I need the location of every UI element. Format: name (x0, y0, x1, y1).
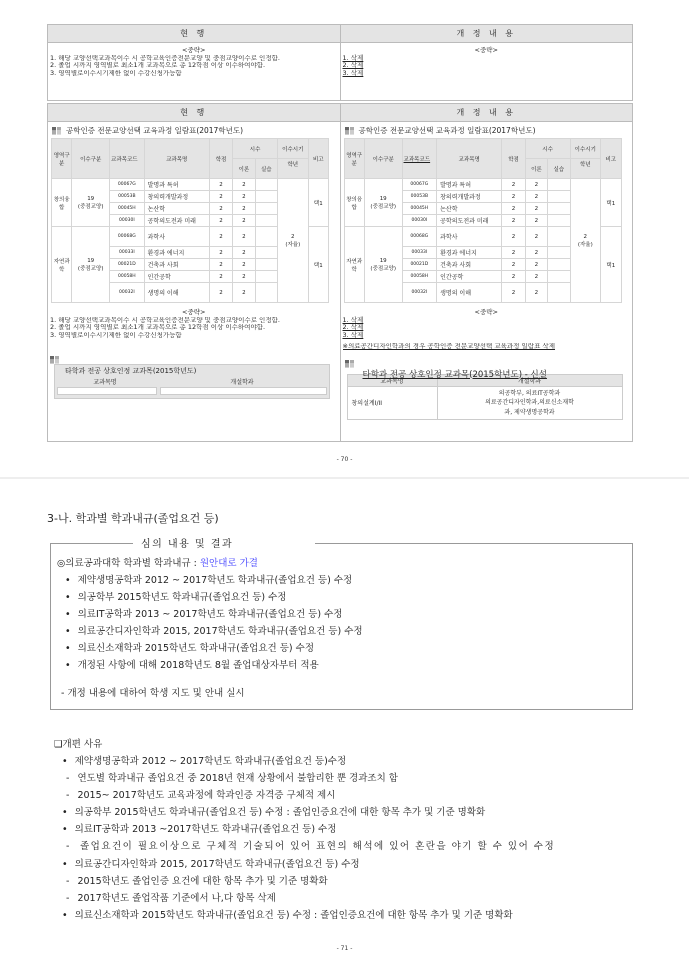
name-cell: 창의력개발과정 (144, 191, 209, 203)
area-cell: 창의융합 (52, 179, 72, 227)
omitted-marker: <중략> (182, 46, 206, 54)
credit-cell: 2 (502, 283, 525, 303)
curriculum-title: 공학인증 전문교양선택 교육과정 일람표(2017학년도) (48, 122, 340, 138)
name-cell: 과학사 (144, 227, 209, 247)
omitted-marker: <중략> (474, 46, 498, 54)
theory-cell: 2 (233, 283, 255, 303)
col-theory: 이론 (525, 159, 547, 179)
col-name: 교과목명 (437, 139, 502, 179)
name-cell: 창의력개발과정 (437, 191, 502, 203)
name-cell: 환경과 에너지 (144, 247, 209, 259)
theory-cell: 2 (525, 203, 547, 215)
reason-detail: - 2015~ 2017학년도 교육과정에 학과인증 자격증 구체적 제시 (54, 787, 614, 804)
review-bullet: • 개정된 사항에 대해 2018학년도 8월 졸업대상자부터 적용 (57, 657, 363, 674)
col-code: 교과목코드 (110, 139, 145, 179)
code-cell: 00033I (110, 247, 145, 259)
col-term: 이수시기 (570, 139, 601, 159)
code-cell: 00021D (110, 259, 145, 271)
grid-bullet-icon (52, 127, 61, 135)
revised-header: 개 정 내 용 (340, 25, 633, 43)
current-column (48, 122, 341, 442)
current-header: 현 행 (48, 25, 341, 43)
review-body (57, 555, 363, 702)
type-cell: 19 (중점교양) (72, 179, 110, 227)
cross-recognition-table (347, 374, 623, 421)
theory-cell: 2 (525, 247, 547, 259)
code-cell: 00058H (402, 271, 437, 283)
name-cell: 과학사 (437, 227, 502, 247)
name-cell: 공학의도전과 미래 (144, 215, 209, 227)
theory-cell: 2 (233, 179, 255, 191)
revised-cell (340, 43, 633, 101)
review-box (50, 539, 633, 710)
omitted-marker: <중략> (182, 308, 206, 316)
practice-cell (255, 191, 277, 203)
code-cell: 00068G (402, 227, 437, 247)
col-year: 학년 (278, 159, 309, 179)
practice-cell (548, 215, 570, 227)
name-cell: 인간공학 (144, 271, 209, 283)
practice-cell (548, 203, 570, 215)
note-cell: 택1 (601, 179, 621, 227)
page-number: - 70 - (336, 456, 353, 463)
name-cell: 생명의 이해 (437, 283, 502, 303)
code-cell: 00030I (402, 215, 437, 227)
code-cell: 00032I (402, 283, 437, 303)
credit-cell: 2 (209, 203, 232, 215)
practice-cell (255, 259, 277, 271)
note-item: 3. 영역별로이수시기제한 없이 수강신청가능함 (50, 331, 182, 339)
practice-cell (255, 179, 277, 191)
note-item: 2. 삭제 (342, 323, 364, 331)
area-cell: 자연과학 (52, 227, 72, 303)
col-note: 비고 (601, 139, 621, 179)
col-credit: 학점 (209, 139, 232, 179)
code-cell: 00058H (110, 271, 145, 283)
practice-cell (255, 227, 277, 247)
credit-cell: 2 (209, 191, 232, 203)
review-bullet: • 의료신소재학과 2015학년도 학과내규(졸업요건 등) 수정 (57, 640, 363, 657)
revised-item: 3. 삭제 (342, 68, 364, 77)
name-cell: 인간공학 (437, 271, 502, 283)
credit-cell: 2 (502, 259, 525, 271)
result-text: 원안대로 가결 (199, 558, 258, 569)
area-cell: 자연과학 (344, 227, 364, 303)
code-cell: 00032I (110, 283, 145, 303)
theory-cell: 2 (233, 215, 255, 227)
cross-title: 타학과 전공 상호인정 교과목(2015학년도) (65, 367, 197, 375)
reason-bullet: • 의료공간디자인학과 2015, 2017학년도 학과내규(졸업요건 등) 수정 (54, 856, 614, 873)
credit-cell: 2 (209, 259, 232, 271)
theory-cell: 2 (525, 215, 547, 227)
revised-header: 개 정 내 용 (340, 104, 633, 122)
practice-cell (548, 283, 570, 303)
grid-bullet-icon (50, 356, 59, 364)
review-bullet: • 의료공간디자인학과 2015, 2017학년도 학과내규(졸업요건 등) 수정 (57, 623, 363, 640)
name-cell: 공학의도전과 미래 (437, 215, 502, 227)
reason-detail: - 2015학년도 졸업인증 요건에 대한 항목 추가 및 기준 명확화 (54, 873, 614, 890)
col-hours: 시수 (525, 139, 570, 159)
theory-cell: 2 (233, 203, 255, 215)
col-term: 이수시기 (278, 139, 309, 159)
dept-cell: 의공학부, 의료IT공학과 의료공간디자인학과,의료신소재학 과, 제약생명공학과 (437, 386, 622, 420)
credit-cell: 2 (209, 283, 232, 303)
practice-cell (255, 271, 277, 283)
practice-cell (548, 259, 570, 271)
practice-cell (548, 247, 570, 259)
practice-cell (255, 283, 277, 303)
practice-cell (548, 191, 570, 203)
col-course: 교과목명 (93, 379, 117, 386)
review-lead: ◎의료공과대학 학과별 학과내규 : 원안대로 가결 (57, 558, 258, 569)
credit-cell: 2 (209, 247, 232, 259)
col-year: 학년 (570, 159, 601, 179)
reason-bullet: • 의료신소재학과 2015학년도 학과내규(졸업요건 등) 수정 : 졸업인증요건에 대한 항목 추가 및 기준 명확화 (54, 907, 614, 924)
cross-section-current (48, 340, 340, 399)
cross-recognition-table (54, 364, 330, 399)
col-practice: 실습 (255, 159, 277, 179)
page-number: - 71 - (336, 945, 353, 952)
cross-section-revised (341, 352, 633, 421)
credit-cell: 2 (209, 179, 232, 191)
practice-cell (255, 247, 277, 259)
theory-cell: 2 (525, 283, 547, 303)
theory-cell: 2 (233, 259, 255, 271)
theory-cell: 2 (525, 259, 547, 271)
credit-cell: 2 (502, 191, 525, 203)
code-cell: 00021D (402, 259, 437, 271)
code-cell: 00053B (110, 191, 145, 203)
name-cell: 건축과 사회 (437, 259, 502, 271)
curriculum-table-current (51, 138, 329, 303)
section-title: 3-나. 학과별 학과내규(졸업요건 등) (47, 512, 219, 525)
theory-cell: 2 (525, 179, 547, 191)
main-comparison-table (47, 103, 633, 442)
practice-cell (548, 271, 570, 283)
course-cell: 창의설계I/II (347, 386, 437, 420)
grid-bullet-icon (345, 360, 354, 368)
code-cell: 00045H (402, 203, 437, 215)
note-cell: 택1 (601, 227, 621, 303)
credit-cell: 2 (502, 203, 525, 215)
practice-cell (255, 203, 277, 215)
curriculum-table-revised (344, 138, 622, 303)
code-cell: 00030I (110, 215, 145, 227)
credit-cell: 2 (502, 247, 525, 259)
curriculum-title: 공학인증 전문교양선택 교육과정 일람표(2017학년도) (341, 122, 633, 138)
credit-cell: 2 (209, 215, 232, 227)
current-notes (48, 303, 340, 340)
review-bullet: • 의공학부 2015학년도 학과내규(졸업요건 등) 수정 (57, 589, 363, 606)
col-dept: 개설학과 (437, 374, 622, 386)
note-item: 3. 삭제 (342, 330, 364, 339)
type-cell: 19 (중점교양) (364, 179, 402, 227)
theory-cell: 2 (233, 227, 255, 247)
revised-notes (341, 303, 633, 352)
theory-cell: 2 (233, 247, 255, 259)
note-item: 2. 졸업 시까지 영역별로 최소1개 교과목으로 총 12학점 이상 이수하여야함. (50, 324, 266, 331)
col-dept: 개설학과 (230, 379, 254, 386)
credit-cell: 2 (209, 271, 232, 283)
code-cell: 00067G (110, 179, 145, 191)
reason-bullet: • 의공학부 2015학년도 학과내규(졸업요건 등) 수정 : 졸업인증요건에 대한 항목 추가 및 기준 명확화 (54, 804, 614, 821)
note-cell: 택1 (308, 179, 328, 227)
type-cell: 19 (중점교양) (72, 227, 110, 303)
dept-empty-cell (160, 387, 327, 395)
current-cell (48, 43, 341, 101)
review-bullet: • 제약생명공학과 2012 ~ 2017학년도 학과내규(졸업요건 등) 수정 (57, 572, 363, 589)
table-row (344, 179, 621, 191)
revised-item: 1. 삭제 (342, 53, 364, 62)
code-cell: 00068G (110, 227, 145, 247)
reasons-section (54, 736, 614, 924)
name-cell: 발명과 특허 (144, 179, 209, 191)
table-row (52, 179, 329, 191)
col-code: 교과목코드 (402, 139, 437, 179)
reason-bullet: • 의료IT공학과 2013 ~2017학년도 학과내규(졸업요건 등) 수정 (54, 821, 614, 838)
cross-title: 타학과 전공 상호인정 교과목(2015학년도) - 신설 (362, 369, 547, 380)
note-cell: 택1 (308, 227, 328, 303)
col-type: 이수구분 (72, 139, 110, 179)
grid-bullet-icon (345, 127, 354, 135)
theory-cell: 2 (525, 191, 547, 203)
name-cell: 논산학 (437, 203, 502, 215)
col-credit: 학점 (502, 139, 525, 179)
term-cell: 2 (자율) (570, 179, 601, 303)
name-cell: 생명의 이해 (144, 283, 209, 303)
course-empty-cell (57, 387, 157, 395)
current-item: 3. 영역별로이수시기제한 없이 수강신청가능함 (50, 69, 182, 77)
name-cell: 환경과 에너지 (437, 247, 502, 259)
code-cell: 00045H (110, 203, 145, 215)
code-cell: 00067G (402, 179, 437, 191)
col-hours: 시수 (233, 139, 278, 159)
type-cell: 19 (중점교양) (364, 227, 402, 303)
name-cell: 발명과 특허 (437, 179, 502, 191)
current-item: 2. 졸업 시까지 영역별로 최소1개 교과목으로 총 12학점 이상 이수하여야함. (50, 62, 266, 69)
reason-detail: - 2017학년도 졸업작품 기준에서 나,다 항목 삭제 (54, 890, 614, 907)
theory-cell: 2 (233, 191, 255, 203)
note-item: 1. 삭제 (342, 315, 364, 324)
review-legend: 심의 내용 및 결과 (141, 539, 234, 550)
reason-detail: - 연도별 학과내규 졸업요건 중 2018년 현재 상황에서 불합리한 뿐 경과조치 함 (54, 770, 614, 787)
theory-cell: 2 (525, 271, 547, 283)
col-course: 교과목명 (347, 374, 437, 386)
col-type: 이수구분 (364, 139, 402, 179)
note-item: 1. 해당 교양선택교과목이수 시 공학교육인증전문교양 및 중점교양이수로 인정함. (50, 316, 280, 324)
col-practice: 실습 (548, 159, 570, 179)
practice-cell (548, 179, 570, 191)
current-item: 1. 해당 교양선택교과목이수 시 공학교육인증전문교양 및 중점교양이수로 인정함. (50, 54, 280, 62)
reason-detail: - 졸업요건이 필요이상으로 구체적 기술되어 있어 표현의 해석에 있어 혼란을 야기 할 수 있어 수정 (66, 841, 556, 852)
current-header: 현 행 (48, 104, 341, 122)
practice-cell (548, 227, 570, 247)
col-area: 영역구분 (52, 139, 72, 179)
practice-cell (255, 215, 277, 227)
credit-cell: 2 (502, 215, 525, 227)
reasons-heading: ❑개편 사유 (54, 739, 103, 750)
col-area: 영역구분 (344, 139, 364, 179)
col-note: 비고 (308, 139, 328, 179)
col-name: 교과목명 (144, 139, 209, 179)
name-cell: 건축과 사회 (144, 259, 209, 271)
code-cell: 00053B (402, 191, 437, 203)
omitted-marker: <중략> (474, 308, 498, 316)
term-cell: 2 (자율) (278, 179, 309, 303)
area-cell: 창의융합 (344, 179, 364, 227)
code-cell: 00033I (402, 247, 437, 259)
theory-cell: 2 (525, 227, 547, 247)
name-cell: 논산학 (144, 203, 209, 215)
remark: ※의료공간디자인학과의 경우 공학인증 전문교양선택 교육과정 일람표 삭제 (342, 343, 555, 350)
theory-cell: 2 (233, 271, 255, 283)
col-theory: 이론 (233, 159, 255, 179)
reason-bullet: • 제약생명공학과 2012 ~ 2017학년도 학과내규(졸업요건 등)수정 (54, 753, 614, 770)
revised-item: 2. 삭제 (342, 61, 364, 69)
review-bullet: • 의료IT공학과 2013 ~ 2017학년도 학과내규(졸업요건 등) 수정 (57, 606, 363, 623)
page-separator (0, 477, 689, 479)
credit-cell: 2 (502, 179, 525, 191)
credit-cell: 2 (209, 227, 232, 247)
top-comparison-table (47, 24, 633, 101)
credit-cell: 2 (502, 271, 525, 283)
credit-cell: 2 (502, 227, 525, 247)
revised-column (340, 122, 633, 442)
review-footer: - 개정 내용에 대하여 학생 지도 및 안내 실시 (61, 688, 245, 699)
